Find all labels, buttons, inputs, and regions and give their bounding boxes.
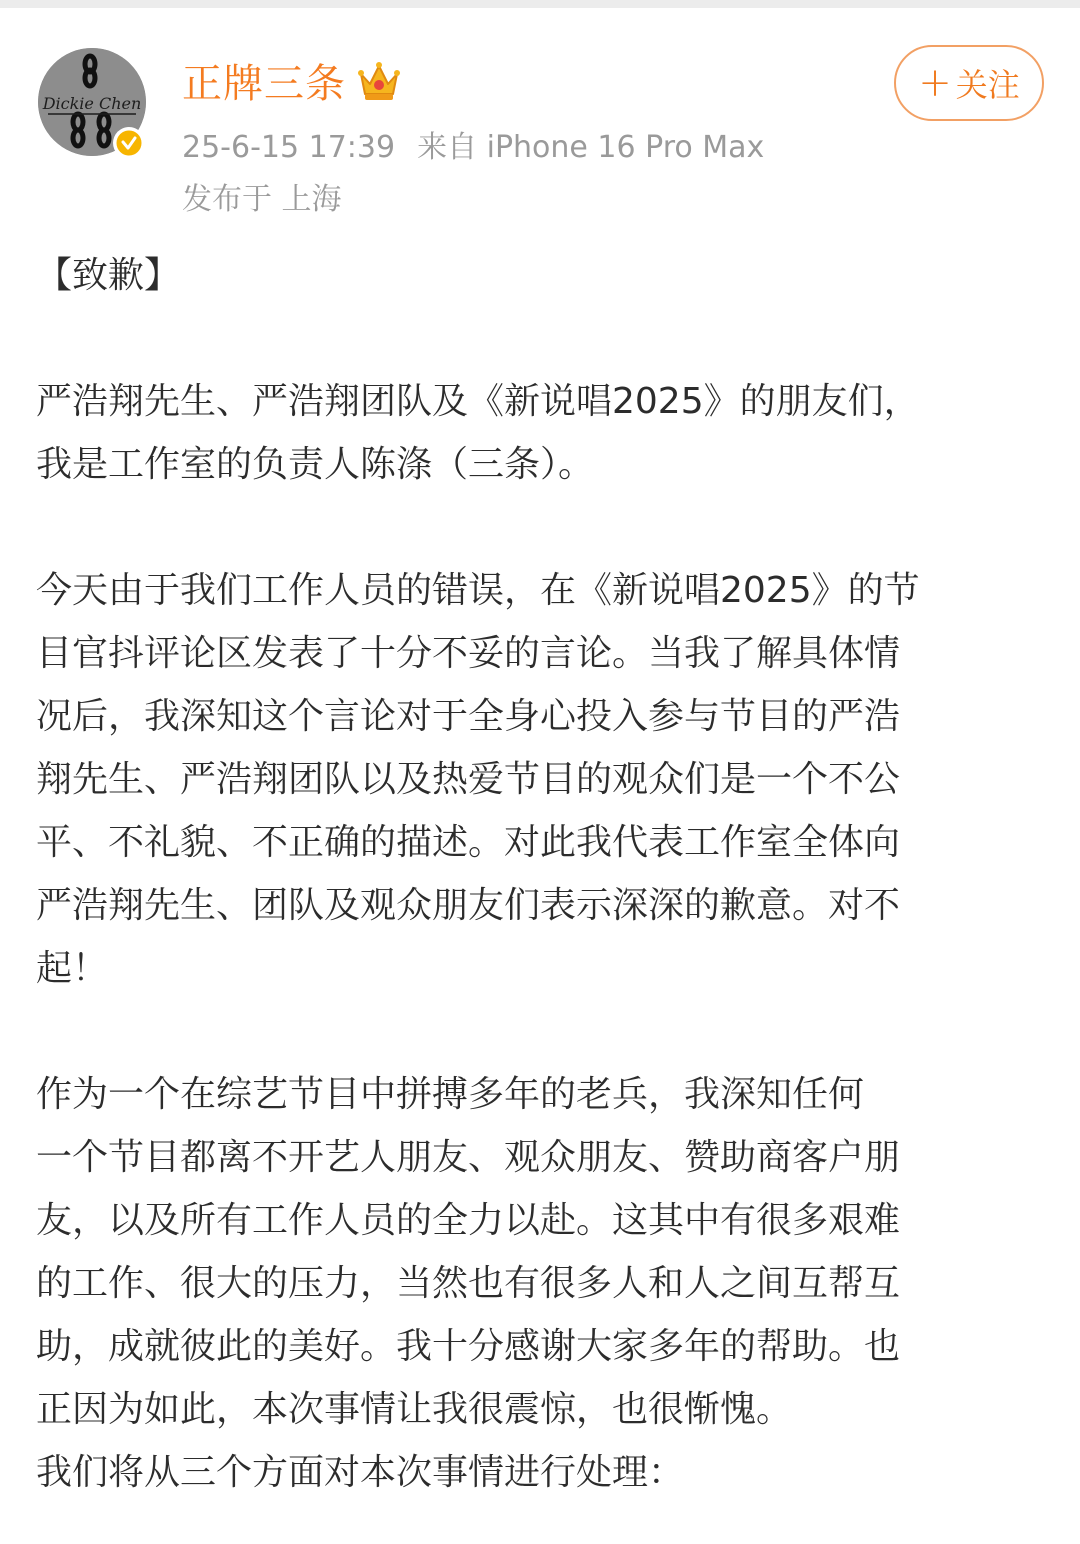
- text-line: 正因为如此，本次事情让我很震惊，也很惭愧。: [36, 1389, 793, 1430]
- username[interactable]: 正牌三条: [182, 61, 346, 107]
- post-timestamp: 25-6-15 17:39: [182, 130, 396, 165]
- text-line: 今天由于我们工作人员的错误，在《新说唱2025》的节: [36, 570, 920, 611]
- text-line: 平、不礼貌、不正确的描述。对此我代表工作室全体向: [36, 822, 901, 863]
- text-line: 的工作、很大的压力，当然也有很多人和人之间互帮互: [36, 1263, 901, 1304]
- text-line: 我们将从三个方面对本次事情进行处理：: [36, 1452, 685, 1493]
- verified-badge-icon: [113, 127, 145, 159]
- text-line: 严浩翔先生、严浩翔团队及《新说唱2025》的朋友们，: [36, 381, 920, 422]
- text-line: 翔先生、严浩翔团队以及热爱节目的观众们是一个不公: [36, 759, 901, 800]
- post-title: 【致歉】: [36, 255, 181, 296]
- follow-button[interactable]: [894, 45, 1044, 121]
- post-source: 来自 iPhone 16 Pro Max: [417, 130, 765, 165]
- text-line: 起！: [36, 948, 109, 989]
- text-line: 一个节目都离不开艺人朋友、观众朋友、赞助商客户朋: [36, 1137, 901, 1178]
- paragraph-gap: [36, 1000, 1046, 1063]
- avatar-caption: Dickie Chen: [42, 94, 142, 113]
- text-line: 况后，我深知这个言论对于全身心投入参与节目的严浩: [36, 696, 901, 737]
- post-meta: [182, 128, 764, 168]
- text-line: 助，成就彼此的美好。我十分感谢大家多年的帮助。也: [36, 1326, 901, 1367]
- post-body: [36, 244, 1046, 1504]
- follow-label: 关注: [955, 66, 1020, 104]
- text-line: 作为一个在综艺节目中拼搏多年的老兵，我深知任何: [36, 1074, 865, 1115]
- text-line: 我是工作室的负责人陈涤（三条）。: [36, 444, 595, 485]
- top-divider: [0, 0, 1080, 8]
- post-location: 发布于 上海: [182, 182, 342, 217]
- paragraph-gap: [36, 307, 1046, 370]
- text-line: 目官抖评论区发表了十分不妥的言论。当我了解具体情: [36, 633, 901, 674]
- paragraph-gap: [36, 496, 1046, 559]
- text-line: 友，以及所有工作人员的全力以赴。这其中有很多艰难: [36, 1200, 901, 1241]
- text-line: 严浩翔先生、团队及观众朋友们表示深深的歉意。对不: [36, 885, 901, 926]
- plus-icon: +: [918, 60, 952, 106]
- crown-icon[interactable]: [356, 60, 402, 104]
